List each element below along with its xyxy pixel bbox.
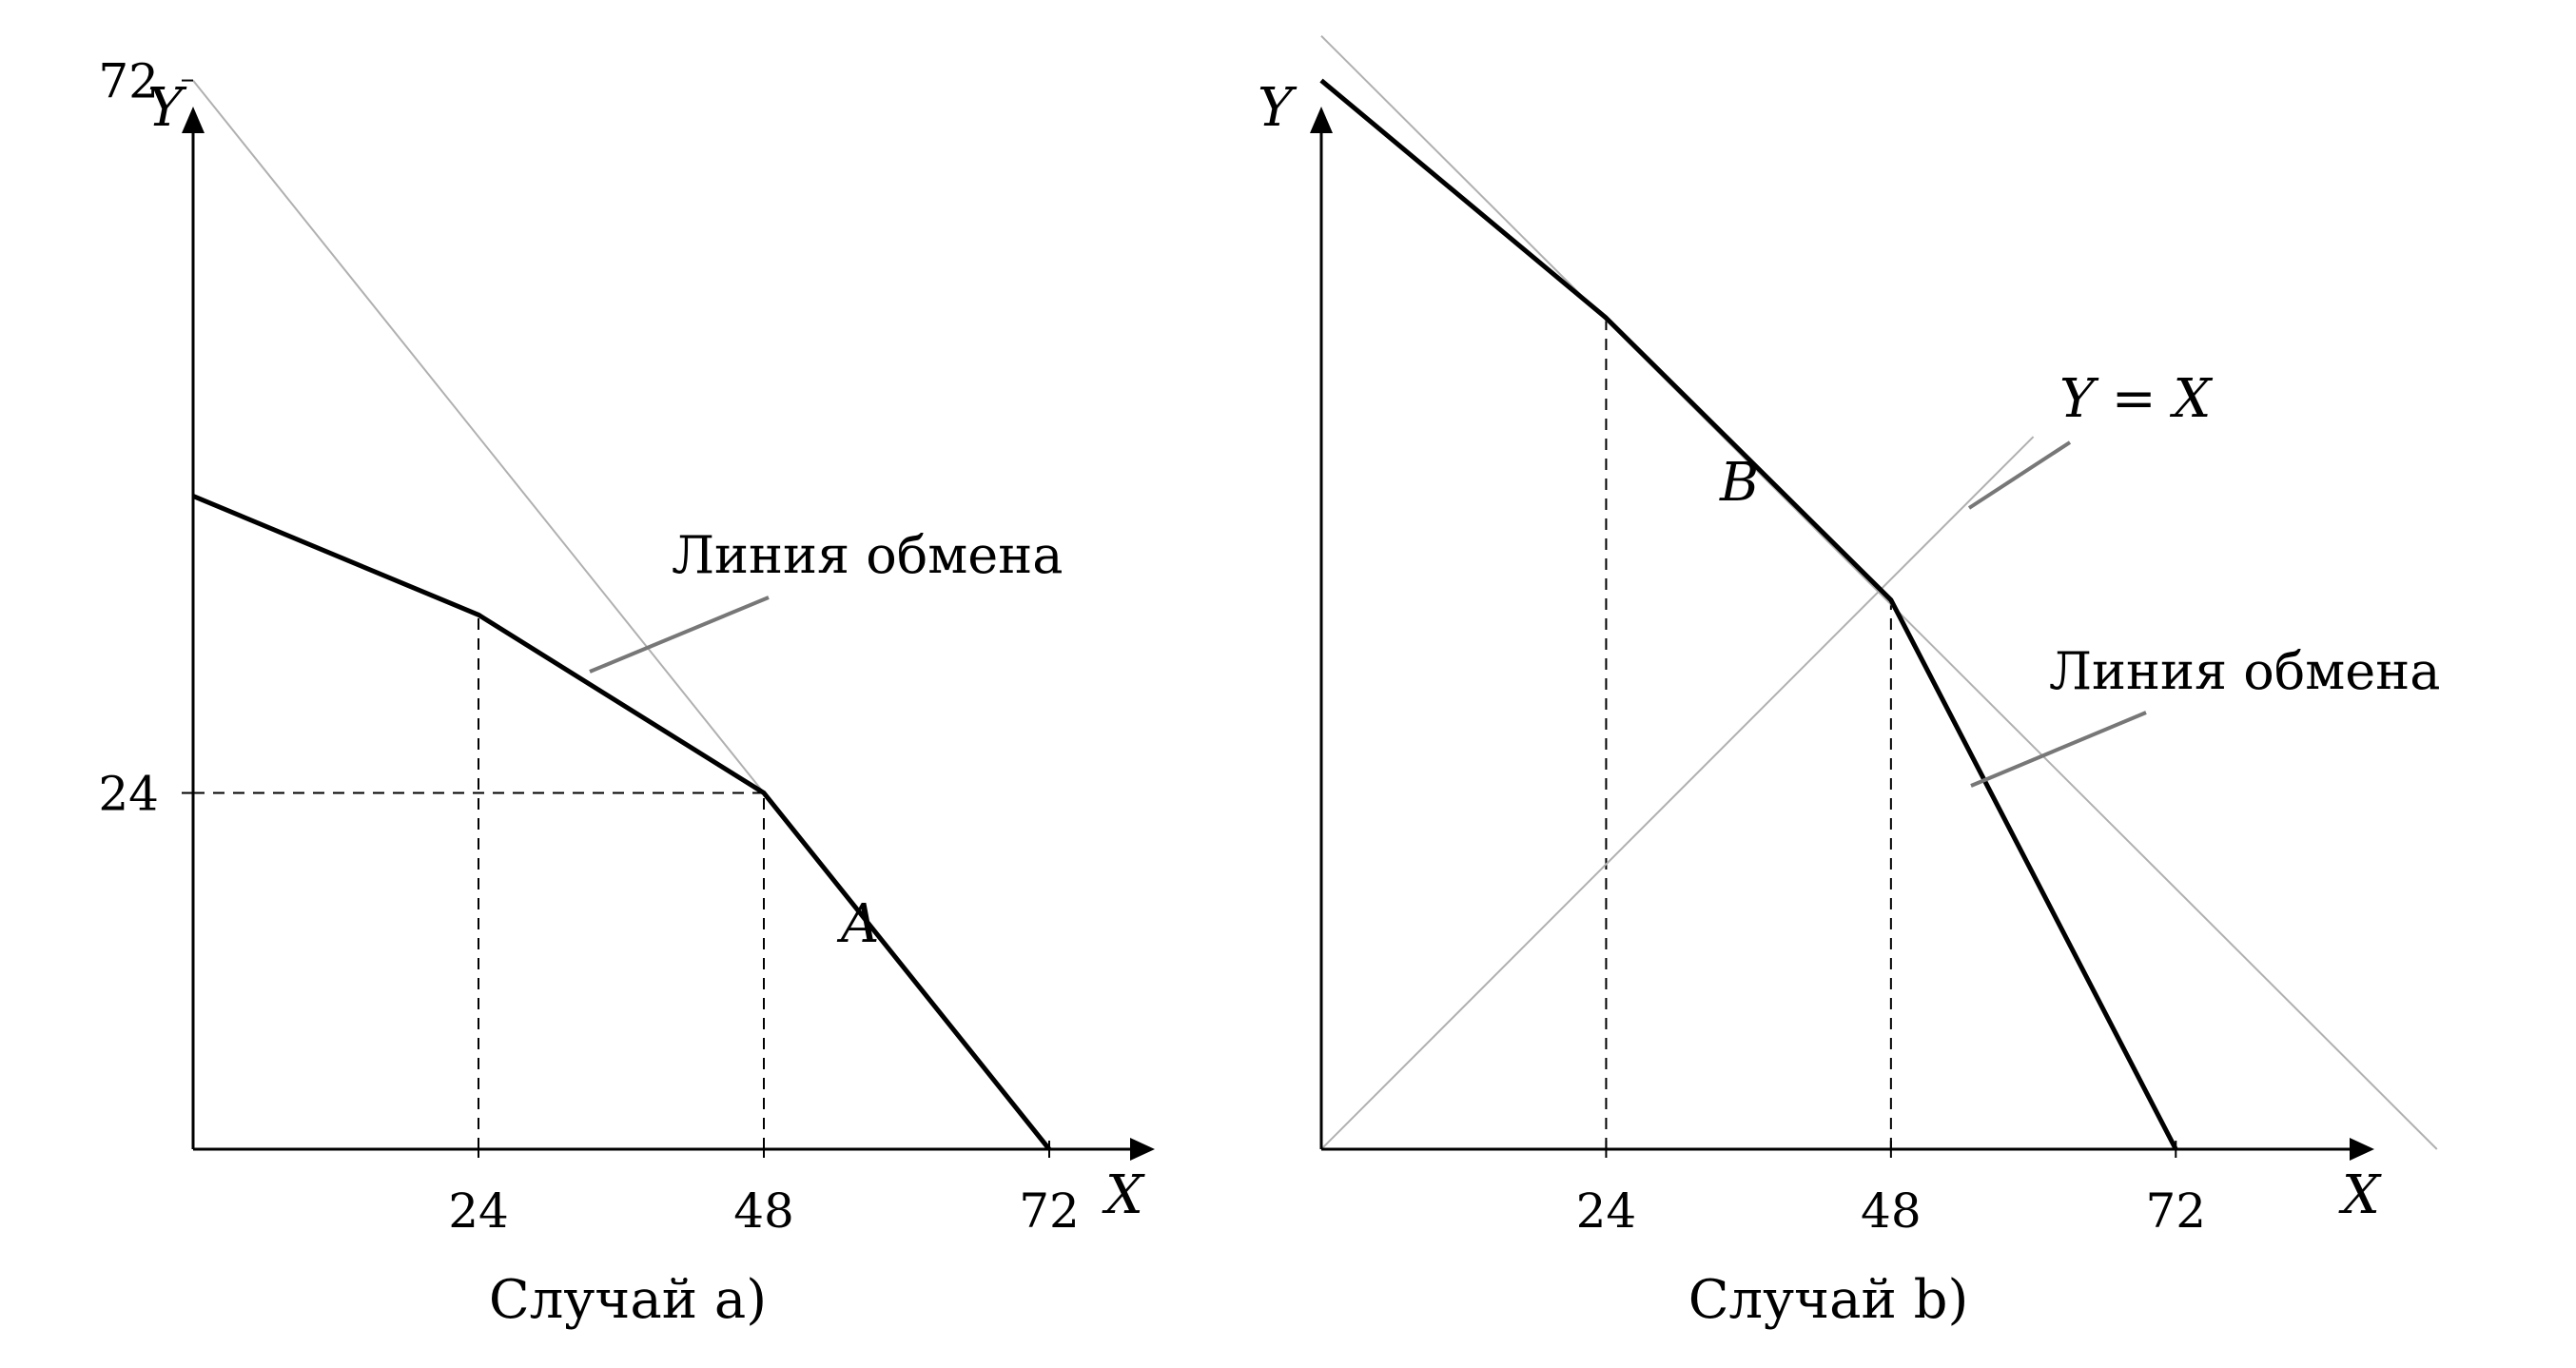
chart-a-ticks (98, 54, 1079, 1239)
chart-b-point-label: B (1720, 452, 1760, 514)
chart-b-guides (1606, 318, 1890, 1149)
chart-a-ylabel: Y (147, 77, 183, 139)
chart-b-xtick-label-2: 72 (2145, 1183, 2207, 1239)
chart-b-series-y-equals-x (1321, 437, 2034, 1149)
chart-a-series (193, 496, 1049, 1149)
chart-a-series-frontier (193, 496, 1049, 1149)
chart-a-ytick-label-1: 72 (98, 53, 159, 109)
chart-b (1258, 36, 2440, 1331)
chart-a-ytick-label-0: 24 (98, 766, 159, 822)
chart-b-y-axis-arrow (1310, 107, 1333, 133)
chart-a-x-axis-arrow (1130, 1138, 1155, 1161)
chart-a-y-axis-arrow (182, 107, 205, 133)
chart-a-exchange-label: Линия обмена (672, 525, 1064, 585)
chart-b-xtick-label-1: 48 (1861, 1183, 1922, 1239)
chart-a-guides (193, 615, 764, 1149)
chart-a-xtick-label-1: 48 (733, 1183, 794, 1239)
chart-a-xtick-label-2: 72 (1019, 1183, 1080, 1239)
chart-b-caption: Случай b) (1688, 1269, 1969, 1331)
chart-a-xtick-label-0: 24 (448, 1183, 509, 1239)
chart-b-xtick-label-0: 24 (1575, 1183, 1637, 1239)
chart-b-xlabel: X (2342, 1164, 2380, 1226)
chart-a-xlabel: X (1105, 1164, 1143, 1226)
chart-b-yx-pointer (1969, 442, 2070, 508)
chart-b-series-frontier (1321, 81, 2176, 1149)
chart-a (98, 54, 1155, 1331)
chart-b-exchange-pointer (1971, 713, 2146, 786)
chart-b-ylabel: Y (1258, 77, 1293, 139)
chart-b-series (1321, 81, 2176, 1149)
chart-b-thin-lines (1321, 36, 2437, 1149)
chart-a-point-label: A (841, 893, 880, 955)
chart-a-caption: Случай a) (488, 1269, 768, 1331)
chart-b-exchange-label: Линия обмена (2049, 641, 2441, 701)
chart-b-x-axis-arrow (2350, 1138, 2374, 1161)
chart-b-ticks (1576, 1141, 2206, 1239)
chart-b-yx-label: Y = X (2059, 368, 2212, 430)
